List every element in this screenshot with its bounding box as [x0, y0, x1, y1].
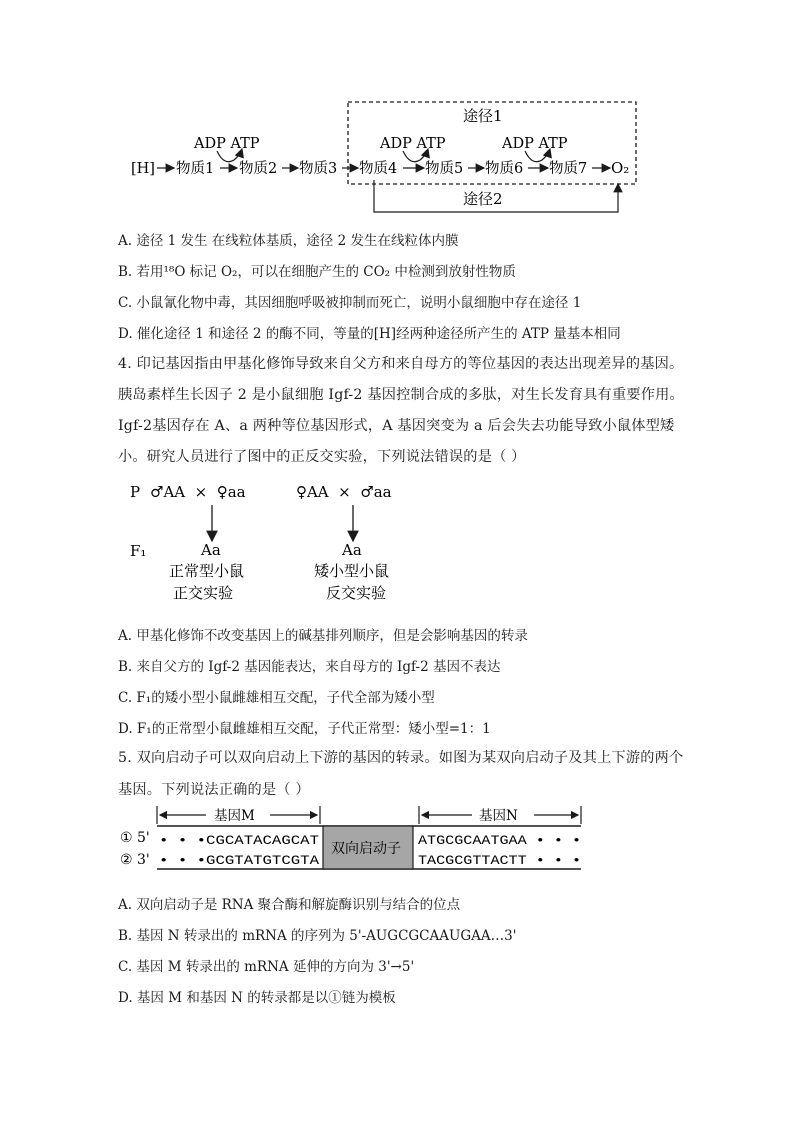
- pathway2-label: 途径2: [463, 190, 503, 208]
- left-offspring-genotype: Aa: [201, 541, 221, 559]
- cross-right-parents: ♀AA × ♂aa: [296, 483, 392, 501]
- strand2-right-sequence: TACGCGTTACTT • • •: [418, 853, 581, 868]
- q5-option-b: B. 基因 N 转录出的 mRNA 的序列为 5'-AUGCGCAAUGAA…3': [118, 928, 517, 944]
- adp-atp-label-1: ADP ATP: [194, 136, 260, 152]
- left-phenotype: 正常型小鼠: [169, 562, 245, 580]
- q4-stem-line-1: 4. 印记基因指由甲基化修饰导致来自父方和来自母方的等位基因的表达出现差异的基因。: [118, 356, 684, 372]
- pathway1-label: 途径1: [463, 107, 503, 125]
- strand2-label: ② 3': [120, 852, 150, 868]
- q5-option-c: C. 基因 M 转录出的 mRNA 延伸的方向为 3'→5': [118, 959, 415, 975]
- q3-option-c: C. 小鼠氰化物中毒，其因细胞呼吸被抑制而死亡，说明小鼠细胞中存在途径 1: [118, 295, 582, 311]
- node-m6: 物质6: [485, 161, 524, 177]
- q5-option-d: D. 基因 M 和基因 N 的转录都是以①链为模板: [118, 990, 396, 1006]
- node-m5: 物质5: [425, 161, 464, 177]
- cross-left-parents: ♂AA × ♀aa: [150, 483, 246, 501]
- q3-option-b: B. 若用¹⁸O 标记 O₂，可以在细胞产生的 CO₂ 中检测到放射性物质: [118, 264, 516, 280]
- q5-stem-line-2: 基因。下列说法正确的是（ ）: [118, 782, 310, 798]
- left-experiment-label: 正交实验: [173, 584, 234, 602]
- gene-n-label: 基因N: [479, 808, 518, 824]
- strand1-label: ① 5': [120, 830, 150, 846]
- node-h: [H]: [131, 161, 155, 177]
- q4-option-d: D. F₁的正常型小鼠雌雄相互交配，子代正常型：矮小型=1：1: [118, 721, 491, 737]
- node-m2: 物质2: [239, 161, 278, 177]
- node-o2: O₂: [611, 159, 630, 177]
- strand2-left-sequence: • • •GCGTATGTCGTA: [159, 853, 320, 868]
- promoter-label: 双向启动子: [331, 841, 401, 857]
- generation-p-label: P: [130, 483, 141, 501]
- node-m1: 物质1: [176, 161, 215, 177]
- q3-option-a: A. 途径 1 发生 在线粒体基质，途径 2 发生在线粒体内膜: [118, 233, 459, 249]
- gene-m-label: 基因M: [214, 808, 255, 824]
- q4-stem-line-2: 胰岛素样生长因子 2 是小鼠细胞 Igf-2 基因控制合成的多肽，对生长发育具有重要作用。: [118, 387, 684, 403]
- q4-option-c: C. F₁的矮小型小鼠雌雄相互交配，子代全部为矮小型: [118, 690, 435, 706]
- strand1-left-sequence: • • •CGCATACAGCAT: [159, 833, 320, 848]
- q4-stem-line-3: Igf-2基因存在 A、a 两种等位基因形式，A 基因突变为 a 后会失去功能导致小鼠体型矮: [118, 418, 675, 434]
- q4-option-a: A. 甲基化修饰不改变基因上的碱基排列顺序，但是会影响基因的转录: [118, 628, 528, 644]
- q5-stem-line-1: 5. 双向启动子可以双向启动上下游的基因的转录。如图为某双向启动子及其上下游的两个: [118, 750, 684, 766]
- right-phenotype: 矮小型小鼠: [314, 562, 390, 580]
- node-m3: 物质3: [299, 161, 338, 177]
- adp-atp-label-2: ADP ATP: [380, 136, 446, 152]
- bidirectional-promoter-diagram: [0, 802, 794, 876]
- generation-f1-label: F₁: [130, 542, 147, 560]
- q4-stem-line-4: 小。研究人员进行了图中的正反交实验，下列说法错误的是（ ）: [118, 449, 526, 465]
- q3-option-d: D. 催化途径 1 和途径 2 的酶不同，等量的[H]经两种途径所产生的 ATP 量基本相同: [118, 326, 621, 342]
- node-m7: 物质7: [549, 161, 588, 177]
- node-m4: 物质4: [359, 161, 398, 177]
- strand1-right-sequence: ATGCGCAATGAA • • •: [418, 833, 581, 848]
- reciprocal-cross-diagram: [0, 475, 794, 610]
- adp-atp-label-3: ADP ATP: [502, 136, 568, 152]
- q5-option-a: A. 双向启动子是 RNA 聚合酶和解旋酶识别与结合的位点: [118, 897, 461, 913]
- respiration-pathway-diagram: [0, 0, 794, 230]
- right-experiment-label: 反交实验: [326, 584, 387, 602]
- q4-option-b: B. 来自父方的 Igf-2 基因能表达，来自母方的 Igf-2 基因不表达: [118, 659, 501, 675]
- right-offspring-genotype: Aa: [342, 541, 362, 559]
